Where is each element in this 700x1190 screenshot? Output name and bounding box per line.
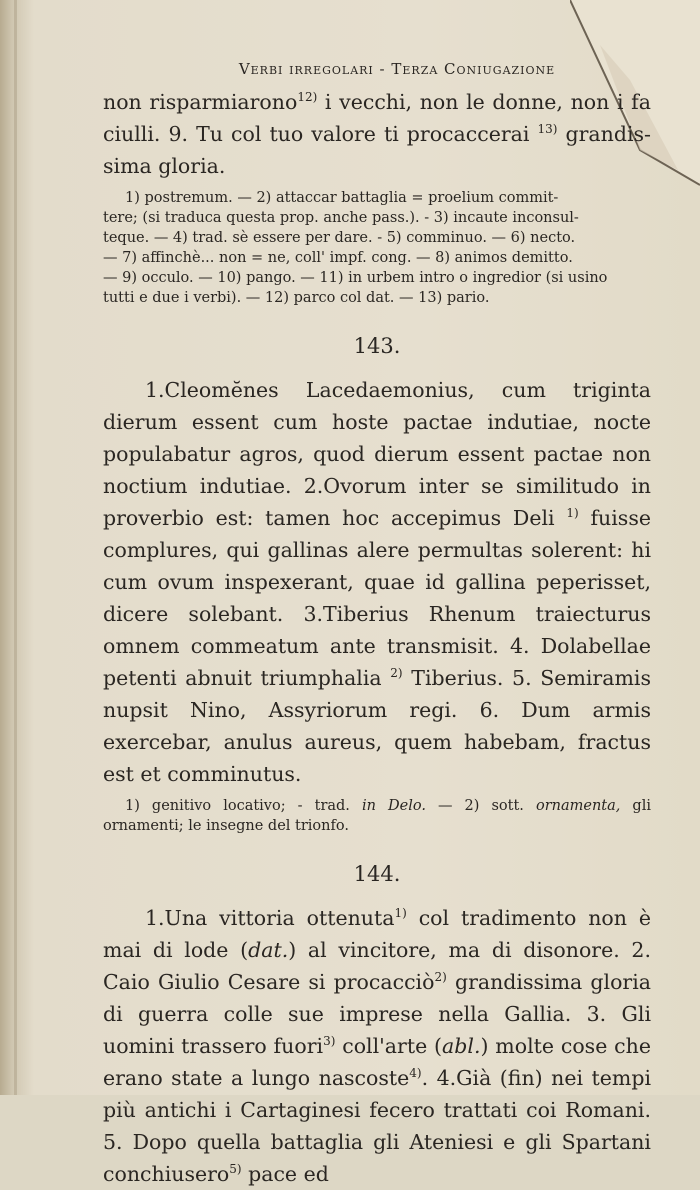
exercise-144-text: 1.Una vittoria ottenuta$^{1)}$ col tradimento non è mai di lode (dat.) al vincitore, ma di disonore. 2. Caio Giulio Cesare si procacciò$^{2)}$ grandissima gloria di guerra colle sue imprese nella Gallia. 3. Gli uomini trassero fuori$^{3)}$ coll'arte (abl.) molte cose che erano state a lungo nascoste$^{4)}$. 4.Già (fin) nei tempi più antichi i Cartaginesi fecero trattati coi Romani. 5. Dopo quella battaglia gli Ateniesi e gli Spartani conchiusero$^{5)}$ pace ed — [103, 906, 652, 1186]
exercise-143-text: 1.Cleomĕnes Lacedaemonius, cum triginta dierum essent cum hoste pactae indutiae, nocte populabatur agros, quod dierum essent pactae non noctium indutiae. 2.Ovorum inter se similitudo in proverbio est: tamen hoc accepimus Deli $^{1)}$ fuisse complures, qui gallinas alere permultas solerent: hi cum ovum inspexerant, quae id gallina peperisset, dicere solebant. 3.Tiberius Rhenum traiecturus omnem commeatum ante transmisit. 4. Dolabellae petenti abnuit triumphalia $^{2)}$ Tiberius. 5. Semiramis nupsit Nino, Assyriorum regi. 6. Dum armis exercebar, anulus aureus, quem habebam, fractus est et comminutus. — [103, 378, 651, 786]
binding-gutter — [14, 0, 17, 1095]
running-header: Verbi irregolari - Terza Coniugazione — [238, 60, 556, 78]
footnotes-143: 1) genitivo locativo; - trad. in Delo. — 2) sott. ornamenta, gli ornamenti; le insegne del trionfo. — [103, 798, 651, 834]
page-content — [103, 60, 651, 1190]
continued-exercise-text: non risparmiarono$^{12)}$ i vecchi, non le donne, non i fa ciulli. 9. Tu col tuo valore ti procaccerai $^{13)}$ grandis- sima gloria. — [103, 90, 651, 178]
exercise-number-143: 143. — [353, 334, 401, 358]
footnotes-142: 1) postremum. — 2) attaccar battaglia = proelium commit- tere; (si traduca questa prop. anche pass.). - 3) incaute inconsul- teque. — 4) trad. sè essere per dare. - 5) comminuo. — 6) necto. — 7) affinchè... non = ne, coll' impf. cong. — 8) animos demitto. — 9) occulo. — 10) pango. — 11) in urbem intro o ingredior (si usino tutti e due i verbi). — 12) parco col dat. — 13) pario. — [103, 190, 608, 306]
exercise-number-144: 144. — [353, 862, 401, 886]
